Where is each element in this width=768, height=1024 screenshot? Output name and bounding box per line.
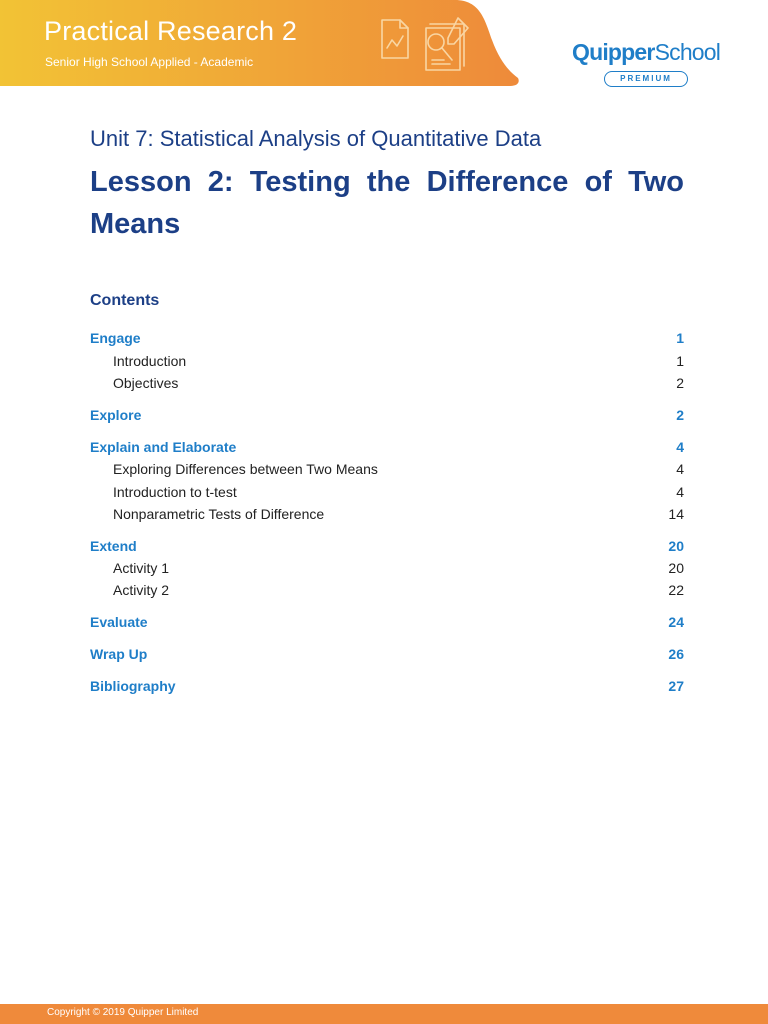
toc-item-page: 1	[676, 353, 684, 369]
logo-wordmark	[572, 38, 720, 66]
contents-heading: Contents	[90, 292, 160, 309]
toc-item-page: 4	[676, 461, 684, 477]
logo-wordmark-quipper: Quipper	[572, 39, 655, 65]
toc-item-label: Nonparametric Tests of Difference	[113, 506, 325, 522]
toc-item-wrap-up[interactable]	[90, 644, 684, 664]
toc-item-extend[interactable]	[90, 536, 684, 556]
toc-item-activity-2[interactable]	[90, 580, 684, 600]
toc-item-label: Engage	[90, 330, 141, 346]
toc-item-page: 2	[676, 407, 684, 423]
toc-item-label: Explore	[90, 407, 142, 423]
footer-bar	[0, 1004, 768, 1024]
toc-item-page: 1	[676, 330, 684, 346]
toc-item-page: 20	[668, 560, 684, 576]
toc-item-page: 22	[668, 582, 684, 598]
toc-item-page: 4	[676, 439, 684, 455]
quipper-school-logo	[572, 38, 728, 90]
unit-title: Unit 7: Statistical Analysis of Quantitative Data	[90, 126, 542, 151]
toc-item-page: 20	[668, 538, 684, 554]
toc-item-explain-and-elaborate[interactable]	[90, 437, 684, 457]
premium-badge: PREMIUM	[604, 71, 688, 87]
toc-item-label: Explain and Elaborate	[90, 439, 237, 455]
toc-item-page: 14	[668, 506, 684, 522]
toc-item-objectives[interactable]	[90, 373, 684, 393]
toc-item-page: 26	[668, 646, 684, 662]
toc-item-page: 2	[676, 375, 684, 391]
logo-wordmark-school: School	[654, 39, 721, 65]
copyright-text: Copyright © 2019 Quipper Limited	[47, 1007, 199, 1018]
toc-item-label: Evaluate	[90, 614, 148, 630]
toc-item-label: Introduction	[113, 353, 187, 369]
toc-item-activity-1[interactable]	[90, 558, 684, 578]
toc-item-label: Exploring Differences between Two Means	[113, 461, 378, 477]
toc-item-label: Objectives	[113, 375, 179, 391]
toc-item-explore[interactable]	[90, 405, 684, 425]
toc-item-label: Wrap Up	[90, 646, 148, 662]
toc-item-t-test[interactable]	[90, 482, 684, 502]
course-title: Practical Research 2	[44, 16, 298, 46]
toc-item-bibliography[interactable]	[90, 676, 684, 696]
toc-item-evaluate[interactable]	[90, 612, 684, 632]
toc-item-page: 27	[668, 678, 684, 694]
toc-item-label: Activity 1	[113, 560, 170, 576]
toc-item-label: Introduction to t-test	[113, 484, 237, 500]
course-subtitle: Senior High School Applied - Academic	[45, 55, 254, 69]
toc-item-page: 24	[668, 614, 684, 630]
toc-item-engage[interactable]	[90, 328, 684, 348]
toc-item-label: Bibliography	[90, 678, 176, 694]
toc-item-introduction[interactable]	[90, 351, 684, 371]
toc-item-label: Activity 2	[113, 582, 170, 598]
toc-item-label: Extend	[90, 538, 137, 554]
toc-item-exploring-differences[interactable]	[90, 459, 684, 479]
toc-item-page: 4	[676, 484, 684, 500]
lesson-title: Lesson 2: Testing the Difference of Two Means	[90, 166, 684, 240]
research-documents-icon	[378, 14, 474, 76]
toc-item-nonparametric-tests[interactable]	[90, 504, 684, 524]
